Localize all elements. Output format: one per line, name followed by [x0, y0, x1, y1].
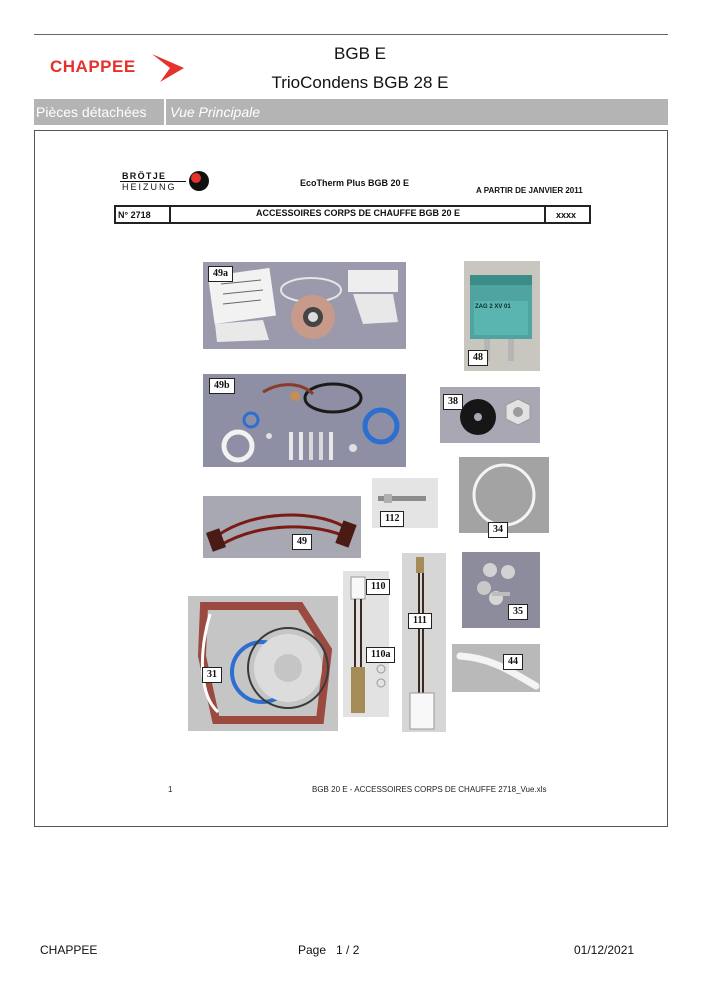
part-tag-38: 38 — [443, 394, 463, 410]
ref-divider — [169, 207, 171, 222]
ref-number: N° 2718 — [118, 210, 151, 220]
footer-date: 01/12/2021 — [574, 943, 635, 957]
part-tag-34: 34 — [488, 522, 508, 538]
brotje-logo-line1: BRÖTJE — [122, 171, 167, 181]
ignition-cable-icon — [203, 496, 361, 558]
part-tag-48: 48 — [468, 350, 488, 366]
footer-page — [298, 943, 359, 957]
part-photo-49[interactable] — [203, 496, 361, 558]
footer-page-label: Page — [298, 943, 327, 957]
drawing-frame — [34, 130, 668, 827]
footer-page-value: 1 / 2 — [336, 943, 360, 957]
doc-page-number: 1 — [168, 785, 173, 794]
gasket-kit-icon — [203, 262, 406, 349]
brotje-disc-icon — [189, 171, 209, 191]
wing-icon — [150, 52, 186, 84]
product-name: EcoTherm Plus BGB 20 E — [300, 178, 410, 188]
part-tag-112: 112 — [380, 511, 404, 527]
brand-name: CHAPPEE — [50, 57, 136, 76]
part-tag-49b: 49b — [209, 378, 235, 394]
part-photo-35[interactable] — [462, 552, 540, 628]
footer-brand: CHAPPEE — [40, 943, 98, 957]
brotje-logo — [120, 170, 210, 194]
part-tag-44: 44 — [503, 654, 523, 670]
part-tag-35: 35 — [508, 604, 528, 620]
section-bar — [34, 99, 668, 125]
part-tag-31: 31 — [202, 667, 222, 683]
chappee-logo — [48, 52, 188, 84]
tube-icon — [452, 644, 540, 692]
sensor-cable-icon — [402, 553, 446, 732]
header-rule — [34, 34, 668, 35]
part-photo-49a[interactable] — [203, 262, 406, 349]
doc-file-name: BGB 20 E - ACCESSOIRES CORPS DE CHAUFFE 2718_Vue.xls — [312, 785, 547, 794]
brotje-logo-line2: HEIZUNG — [122, 182, 177, 192]
ref-description: ACCESSOIRES CORPS DE CHAUFFE BGB 20 E — [255, 208, 461, 218]
ref-code: xxxx — [556, 210, 577, 220]
part-tag-111: 111 — [408, 613, 432, 629]
date-note: A PARTIR DE JANVIER 2011 — [476, 186, 583, 195]
transformer-label: ZAG 2 XV 01 — [475, 304, 511, 310]
part-tag-110: 110 — [366, 579, 390, 595]
page-subtitle: TrioCondens BGB 28 E — [271, 73, 449, 92]
page-title: BGB E — [334, 44, 386, 63]
part-photo-44[interactable] — [452, 644, 540, 692]
part-tag-49: 49 — [292, 534, 312, 550]
reference-row — [114, 205, 591, 224]
part-tag-49a: 49a — [208, 266, 233, 282]
part-tag-110a: 110a — [366, 647, 395, 663]
part-photo-31[interactable] — [188, 596, 338, 731]
section-label[interactable]: Pièces détachées — [34, 99, 166, 125]
burner-gasket-icon — [188, 596, 338, 731]
section-view[interactable]: Vue Principale — [170, 104, 261, 120]
screws-icon — [462, 552, 540, 628]
ref-divider — [544, 207, 546, 222]
part-photo-111[interactable] — [402, 553, 446, 732]
